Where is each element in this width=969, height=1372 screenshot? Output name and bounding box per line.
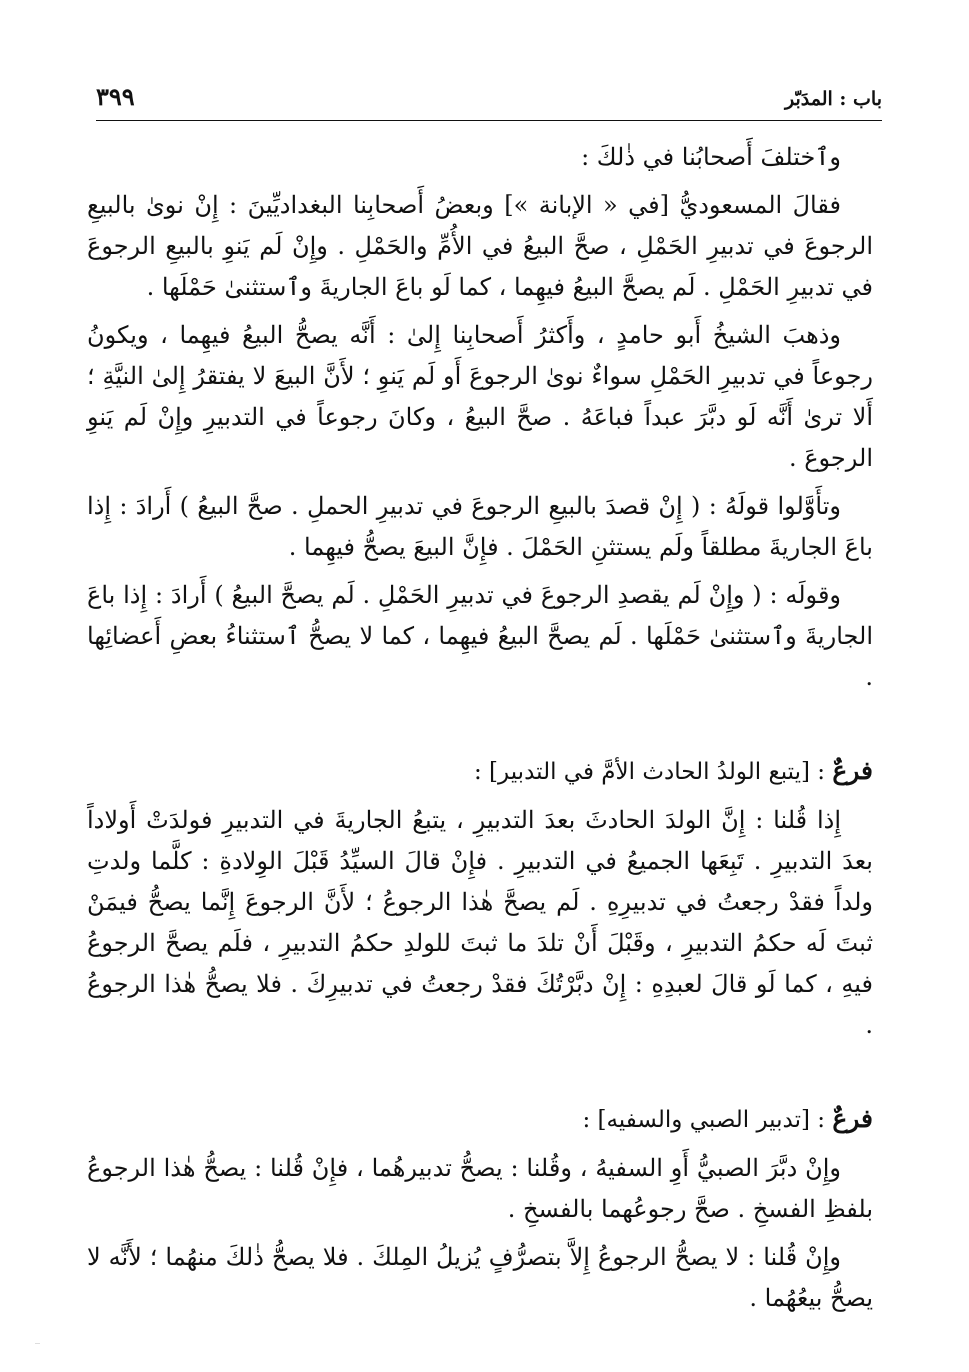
minor-rule-paragraph: وإِنْ دبَّرَ الصبيُّ أَوِ السفيهُ ، وقُلنا : يصحُّ تدبيرهُما ، فإِنْ قُلنا : يصحُّ هٰذا الرجوعُ بلفظِ الفسخِ . صحَّ رجوعُهما بالفسخِ .	[87, 1154, 873, 1223]
branch-heading-minor	[87, 1098, 873, 1141]
closing-paragraph: وإِنْ قُلنا : لا يصحُّ الرجوعُ إِلاَّ بتصرُّفٍ يُزيلُ المِلكَ . فلا يصحُّ ذٰلكَ منهُما ؛ لأَنَّه لا يصحُّ بيعُهُما .	[87, 1243, 873, 1312]
opening-paragraph: وٱختلفَ أَصحابُنا في ذٰلكَ :	[581, 143, 841, 171]
branch-title: : [يتبع الولدُ الحادث الأمَّ في التدبير] :	[474, 759, 826, 785]
branch-title: : [تدبير الصبي والسفيه] :	[582, 1107, 826, 1133]
branch-label: فرعٌ	[832, 1104, 873, 1133]
abu-hamid-opinion-paragraph: وذهبَ الشيخُ أَبو حامدٍ ، وأَكثرُ أَصحابِنا إِلىٰ : أَنَّه يصحُّ البيعُ فيهِما ، ويكونُ رجوعاً في تدبيرِ الحَمْلِ سواءٌ نوىٰ الرجوعَ أَو لَم يَنوِ ؛ لأَنَّ البيعَ لا يفتقرُ إِلىٰ النيَّةِ ؛ أَلا ترىٰ أَنَّه لَو دبَّرَ عبداً فباعَهُ . صحَّ البيعُ ، وكانَ رجوعاً في التدبيرِ وإِنْ لَم يَنوِ الرجوعَ .	[87, 321, 873, 472]
second-interpretation-paragraph: وقولَه : ( وإِنْ لَم يقصدِ الرجوعَ في تدبيرِ الحَمْلِ . لَم يصحَّ البيعُ ) أَرادَ : إِذا باعَ الجاريةَ وٱستثنىٰ حَمْلَها . لَم يصحَّ البيعُ فيهِما ، كما لا يصحُّ ٱستثناءُ بعضِ أَعضائِها .	[87, 581, 873, 691]
page-number: ٣٩٩	[96, 82, 135, 111]
branch-label: فرعٌ	[832, 756, 873, 785]
masudi-opinion-paragraph: فقالَ المسعوديُّ [في « الإبانة »] وبعضُ أَصحابِنا البغداديِّينَ : إِنْ نوىٰ بالبيعِ الرجوعَ في تدبيرِ الحَمْلِ ، صحَّ البيعُ في الأُمِّ والحَمْلِ . وإِنْ لَم يَنوِ بالبيعِ الرجوعَ في تدبيرِ الحَمْلِ . لَم يصحَّ البيعُ فيهِما ، كما لَو باعَ الجاريةَ وٱستثنىٰ حَمْلَها .	[87, 191, 873, 301]
child-rule-paragraph: إِذا قُلنا : إِنَّ الولدَ الحادثَ بعدَ التدبيرِ ، يتبعُ الجاريةَ في التدبيرِ فولدَتْ أَولاداً بعدَ التدبيرِ . تَبِعَها الجميعُ في التدبيرِ . فإِنْ قالَ السيِّدُ قَبْلَ الوِلادةِ : كلَّما ولدتِ ولداً فقدْ رجعتُ في تدبيرِهِ . لَم يصحَّ هٰذا الرجوعُ ؛ لأَنَّ الرجوعَ إِنَّما يصحُّ فيمَنْ ثبتَ لَه حكمُ التدبيرِ ، وقَبْلَ أَنْ تلدَ ما ثبتَ للولدِ حكمُ التدبيرِ ، فلَم يصحَّ الرجوعُ فيهِ ، كما لَو قالَ لعبدِهِ : إِنْ دبَّرْتُكَ فقدْ رجعتُ في تدبيرِكَ . فلا يصحُّ هٰذا الرجوعُ .	[87, 806, 873, 1039]
page-mark	[35, 1343, 40, 1344]
chapter-title: باب : المدَبّر	[784, 88, 882, 110]
main-text	[87, 137, 873, 1319]
branch-heading-child	[87, 750, 873, 793]
page-header	[96, 80, 882, 121]
interpretation-paragraph: وتأَوَّلوا قولَهُ : ( إِنْ قصدَ بالبيعِ الرجوعَ في تدبيرِ الحملِ . صحَّ البيعُ ) أَرادَ : إِذا باعَ الجاريةَ مطلقاً ولَم يستثنِ الحَمْلَ . فإِنَّ البيعَ يصحُّ فيهِما .	[87, 492, 873, 561]
